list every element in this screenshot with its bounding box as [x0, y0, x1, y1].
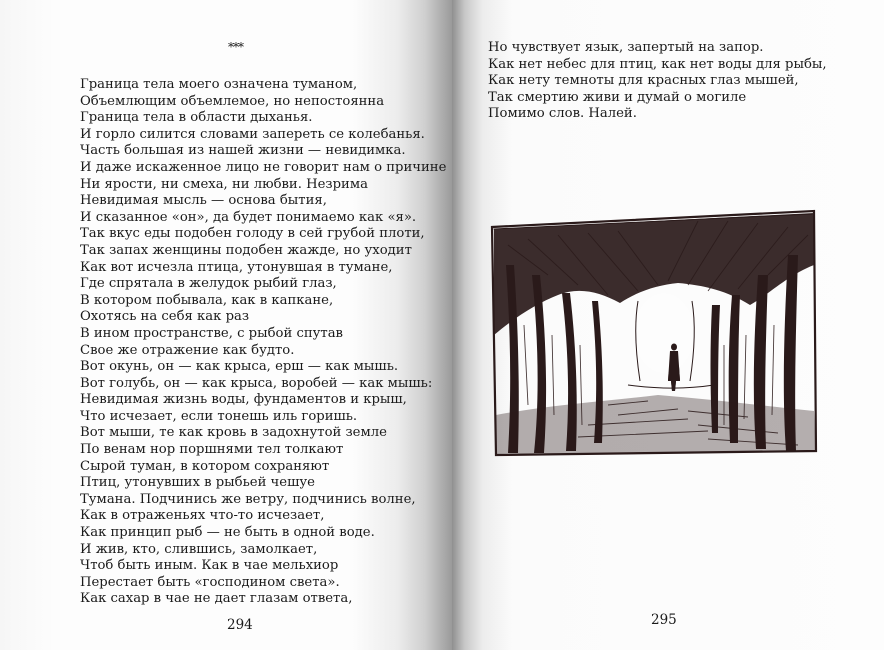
poem-line: Объемлющим объемлемое, но непостоянна: [80, 93, 385, 109]
poem-text-left: [80, 77, 447, 608]
poem-line: В котором побывала, как в капкане,: [80, 292, 334, 308]
poem-line: Ни ярости, ни смеха, ни любви. Незрима: [80, 176, 368, 192]
poem-line: Как принцип рыб — не быть в одной воде.: [80, 525, 375, 541]
page-number-right: 295: [651, 612, 677, 628]
poem-text-right: [488, 40, 868, 123]
poem-line: Вот окунь, он — как крыса, ерш — как мышь.: [80, 359, 399, 375]
poem-line: Так вкус еды подобен голоду в сей грубой плоти,: [80, 226, 425, 242]
poem-line: Часть большая из нашей жизни — невидимка.: [80, 143, 406, 159]
poem-line: И сказанное «он», да будет понимаемо как «я».: [80, 209, 417, 225]
poem-line: Чтоб быть иным. Как в чае мельхиор: [80, 558, 339, 574]
page-number-left: 294: [227, 617, 253, 633]
section-divider: ***: [228, 40, 243, 54]
poem-line: Вот голубь, он — как крыса, воробей — как мышь:: [80, 375, 433, 391]
poem-line: Граница тела в области дыханья.: [80, 110, 313, 126]
poem-line: Тумана. Подчинись же ветру, подчинись волне,: [80, 491, 416, 507]
poem-line: По венам нор поршнями тел толкают: [80, 442, 344, 458]
poem-line: Свое же отражение как будто.: [80, 342, 295, 358]
poem-line: Как нет небес для птиц, как нет воды для рыбы,: [488, 56, 827, 72]
poem-line: Что исчезает, если тонешь иль горишь.: [80, 408, 358, 424]
poem-line: Как вот исчезла птица, утонувшая в тумане,: [80, 259, 393, 275]
poem-line: Как в отраженьях что-то исчезает,: [80, 508, 325, 524]
poem-line: Как нету темноты для красных глаз мышей,: [488, 73, 799, 89]
poem-line: Невидимая мысль — основа бытия,: [80, 193, 327, 209]
poem-line: Помимо слов. Налей.: [488, 106, 637, 122]
poem-line: Как сахар в чае не дает глазам ответа,: [80, 591, 353, 607]
poem-line: В ином пространстве, с рыбой спутав: [80, 325, 343, 341]
poem-line: И горло силится словами запереть се колебанья.: [80, 126, 425, 142]
poem-line: И жив, кто, слившись, замолкает,: [80, 541, 318, 557]
poem-line: Так запах женщины подобен жажде, но уходит: [80, 242, 412, 258]
right-page: [452, 0, 884, 650]
poem-line: Граница тела моего означена туманом,: [80, 77, 358, 92]
poem-line: Охотясь на себя как раз: [80, 309, 250, 325]
poem-line: Птиц, утонувших в рыбьей чешуе: [80, 475, 315, 491]
tree-alley-illustration: [488, 205, 820, 457]
poem-line: Так смертию живи и думай о могиле: [488, 89, 747, 105]
poem-line: Вот мыши, те как кровь в задохнутой земле: [80, 425, 387, 441]
poem-line: И даже искаженное лицо не говорит нам о причине: [80, 159, 447, 175]
poem-line: Но чувствует язык, запертый на запор.: [488, 40, 764, 55]
poem-line: Перестает быть «господином света».: [80, 574, 340, 590]
poem-line: Где спрятала в желудок рыбий глаз,: [80, 276, 337, 292]
poem-line: Невидимая жизнь воды, фундаментов и крыш,: [80, 392, 407, 408]
poem-line: Сырой туман, в котором сохраняют: [80, 458, 330, 474]
